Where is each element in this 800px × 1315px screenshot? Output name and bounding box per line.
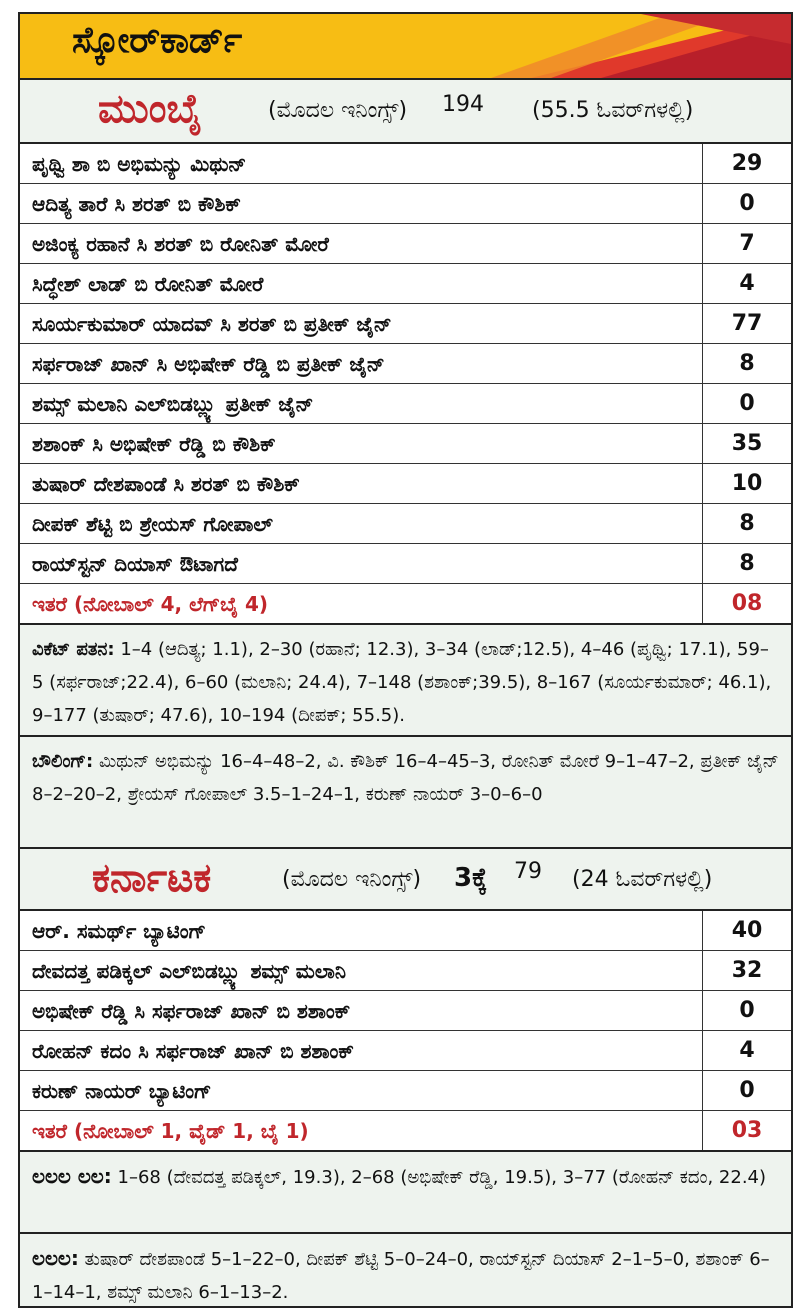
karnataka-innings-label: (ಮೊದಲ ಇನಿಂಗ್ಸ್) [282,867,422,892]
batsman-name: ರಾಯ್‌ಸ್ಟನ್ ದಿಯಾಸ್ ಔಟಾಗದೆ [32,552,238,576]
fow-label: ಲಲಲ ಲಲ: [32,1164,112,1188]
batsman-runs: 40 [702,911,791,950]
karnataka-header [20,849,791,911]
batsman-runs: 4 [702,264,791,303]
batsman-name: ಕರುಣ್ ನಾಯರ್ ಬ್ಯಾಟಿಂಗ್ [32,1079,212,1103]
mumbai-batting-row [20,464,791,504]
karnataka-fall-of-wickets [20,1152,791,1234]
batsman-name: ಸೂರ್ಯಕುಮಾರ್ ಯಾದವ್ ಸಿ ಶರತ್ ಬಿ ಪ್ರತೀಕ್ ಜೈನ್ [32,312,392,336]
batsman-runs: 8 [702,504,791,543]
batsman-name: ಅಜಿಂಕ್ಯ ರಹಾನೆ ಸಿ ಶರತ್ ಬಿ ರೋನಿತ್ ಮೋರೆ [32,232,329,256]
mumbai-team-name: ಮುಂಬೈ [98,86,203,132]
mumbai-batting-row [20,304,791,344]
karnataka-batting-row [20,1071,791,1111]
mumbai-score: 194 [442,92,484,117]
batsman-runs: 8 [702,344,791,383]
batsman-name: ಶಮ್ಸ್ ಮಲಾನಿ ಎಲ್‌ಬಿಡಬ್ಲ್ಯು ಪ್ರತೀಕ್ ಜೈನ್ [32,392,314,416]
scorecard [18,12,793,1308]
extras-label: ಇತರೆ (ನೋಬಾಲ್ 1, ವೈಡ್ 1, ಬೈ 1) [32,1119,309,1143]
karnataka-batting-row [20,911,791,951]
karnataka-score: 79 [514,859,542,884]
batsman-runs: 32 [702,951,791,990]
batsman-runs: 0 [702,184,791,223]
mumbai-bowling [20,737,791,849]
batsman-name: ಅಭಿಷೇಕ್ ರೆಡ್ಡಿ ಸಿ ಸರ್ಫರಾಜ್ ಖಾನ್ ಬಿ ಶಶಾಂಕ್ [32,999,351,1023]
mumbai-header [20,80,791,144]
mumbai-batting-row [20,384,791,424]
batsman-runs: 77 [702,304,791,343]
bowling-text: ತುಷಾರ್ ದೇಶಪಾಂಡೆ 5–1–22–0, ದೀಪಕ್ ಶೆಟ್ಟಿ 5–0–24–0, ರಾಯ್‌ಸ್ಟನ್ ದಿಯಾಸ್ 2–1–5–0, ಶಶಾಂಕ್ 6–1–14–1, ಶಮ್ಸ್ ಮಲಾನಿ 6–1–13–2. [32,1249,770,1303]
batsman-runs: 0 [702,991,791,1030]
batsman-name: ಆರ್. ಸಮರ್ಥ್ ಬ್ಯಾಟಿಂಗ್ [32,919,206,943]
mumbai-batting-row [20,224,791,264]
karnataka-batting-row [20,951,791,991]
fow-text: 1–68 (ದೇವದತ್ತ ಪಡಿಕ್ಕಲ್, 19.3), 2–68 (ಅಭಿಷೇಕ್ ರೆಡ್ಡಿ, 19.5), 3–77 (ರೋಹನ್ ಕದಂ, 22.4) [117,1167,767,1188]
fow-text: 1–4 (ಆದಿತ್ಯ; 1.1), 2–30 (ರಹಾನೆ; 12.3), 3–34 (ಲಾಡ್;12.5), 4–46 (ಪೃಥ್ವಿ; 17.1), 59–5 (ಸರ್ಫರಾಜ್;22.4), 6–60 (ಮಲಾನಿ; 24.4), 7–148 (ಶಶಾಂಕ್;39.5), 8–167 (ಸೂರ್ಯಕುಮಾರ್; 46.1), 9–177 (ತುಷಾರ್; 47.6), 10–194 (ದೀಪಕ್; 55.5). [32,639,772,726]
karnataka-extras-row [20,1111,791,1152]
batsman-name: ಸರ್ಫರಾಜ್ ಖಾನ್ ಸಿ ಅಭಿಷೇಕ್ ರೆಡ್ಡಿ ಬಿ ಪ್ರತೀಕ್ ಜೈನ್ [32,352,385,376]
batsman-runs: 10 [702,464,791,503]
banner-title: ಸ್ಕೋರ್‌ಕಾರ್ಡ್ [72,20,243,61]
mumbai-batting-row [20,504,791,544]
batsman-runs: 0 [702,384,791,423]
batsman-name: ಆದಿತ್ಯ ತಾರೆ ಸಿ ಶರತ್ ಬಿ ಕೌಶಿಕ್ [32,192,241,216]
karnataka-bowling [20,1234,791,1306]
mumbai-batting-row [20,544,791,584]
decorative-triangles-icon [491,14,791,78]
scorecard-banner [20,14,791,80]
karnataka-team-name: ಕರ್ನಾಟಕ [92,855,212,901]
batsman-name: ರೋಹನ್ ಕದಂ ಸಿ ಸರ್ಫರಾಜ್ ಖಾನ್ ಬಿ ಶಶಾಂಕ್ [32,1039,354,1063]
batsman-name: ದೀಪಕ್ ಶೆಟ್ಟಿ ಬಿ ಶ್ರೇಯಸ್ ಗೋಪಾಲ್ [32,512,273,536]
mumbai-extras-row [20,584,791,625]
extras-runs: 08 [702,584,791,623]
batsman-name: ದೇವದತ್ತ ಪಡಿಕ್ಕಲ್ ಎಲ್‌ಬಿಡಬ್ಲ್ಯು ಶಮ್ಸ್ ಮಲಾನಿ [32,959,346,983]
karnataka-batting-row [20,991,791,1031]
mumbai-batting-row [20,424,791,464]
batsman-name: ಪೃಥ್ವಿ ಶಾ ಬಿ ಅಭಿಮನ್ಯು ಮಿಥುನ್ [32,152,247,176]
batsman-runs: 0 [702,1071,791,1110]
extras-runs: 03 [702,1111,791,1150]
bowling-text: ಮಿಥುನ್ ಅಭಿಮನ್ಯು 16–4–48–2, ವಿ. ಕೌಶಿಕ್ 16–4–45–3, ರೋನಿತ್ ಮೋರೆ 9–1–47–2, ಪ್ರತೀಕ್ ಜೈನ್ 8–2–20–2, ಶ್ರೇಯಸ್ ಗೋಪಾಲ್ 3.5–1–24–1, ಕರುಣ್ ನಾಯರ್ 3–0–6–0 [32,751,779,805]
mumbai-overs: (55.5 ಓವರ್‌ಗಳಲ್ಲಿ) [532,98,694,123]
batsman-runs: 35 [702,424,791,463]
mumbai-fall-of-wickets [20,625,791,737]
batsman-name: ಶಶಾಂಕ್ ಸಿ ಅಭಿಷೇಕ್ ರೆಡ್ಡಿ ಬಿ ಕೌಶಿಕ್ [32,432,276,456]
mumbai-batting-row [20,344,791,384]
batsman-name: ಸಿದ್ಧೇಶ್ ಲಾಡ್ ಬಿ ರೋನಿತ್ ಮೋರೆ [32,272,264,296]
extras-label: ಇತರೆ (ನೋಬಾಲ್ 4, ಲೆಗ್‌ಬೈ 4) [32,592,269,616]
mumbai-batting-row [20,264,791,304]
bowling-label: ಲಲಲ: [32,1246,79,1270]
batsman-runs: 4 [702,1031,791,1070]
karnataka-overs: (24 ಓವರ್‌ಗಳಲ್ಲಿ) [572,867,713,892]
batsman-name: ತುಷಾರ್ ದೇಶಪಾಂಡೆ ಸಿ ಶರತ್ ಬಿ ಕೌಶಿಕ್ [32,472,300,496]
karnataka-score-prefix: 3ಕ್ಕೆ [454,863,488,893]
mumbai-batting-row [20,184,791,224]
batsman-runs: 29 [702,144,791,183]
batsman-runs: 7 [702,224,791,263]
karnataka-batting-row [20,1031,791,1071]
mumbai-innings-label: (ಮೊದಲ ಇನಿಂಗ್ಸ್) [268,98,408,123]
batsman-runs: 8 [702,544,791,583]
fow-label: ವಿಕೆಟ್ ಪತನ: [32,639,115,660]
mumbai-batting-row [20,144,791,184]
bowling-label: ಬೌಲಿಂಗ್: [32,751,94,772]
